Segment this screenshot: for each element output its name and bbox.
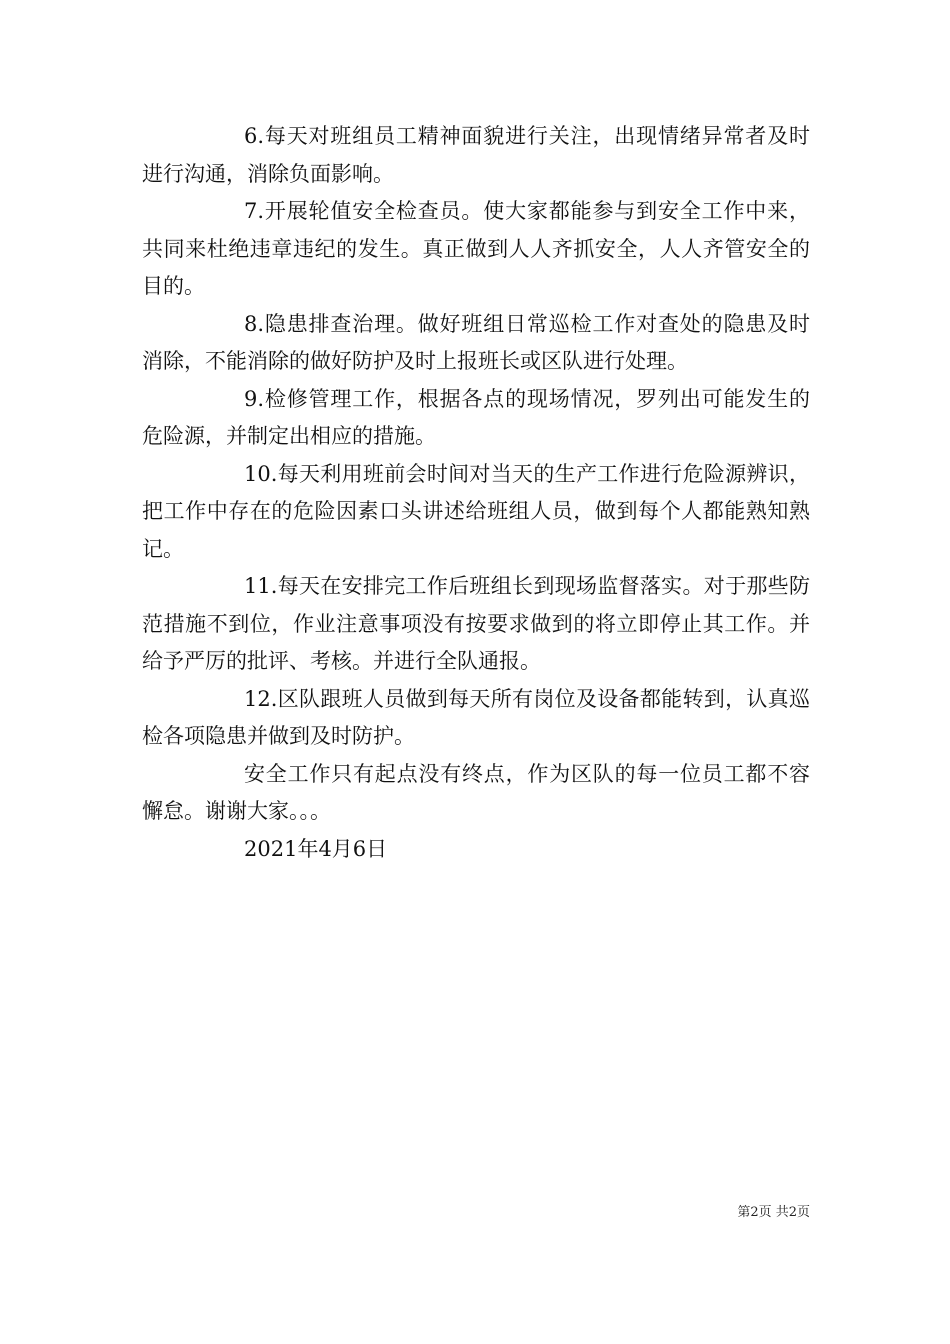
paragraph-item-12: 12.区队跟班人员做到每天所有岗位及设备都能转到，认真巡检各项隐患并做到及时防护。 xyxy=(142,686,810,748)
paragraph-item-8: 8.隐患排查治理。做好班组日常巡检工作对查处的隐患及时消除，不能消除的做好防护及时上报班长或区队进行处理。 xyxy=(142,311,810,373)
paragraph-item-6: 6.每天对班组员工精神面貌进行关注，出现情绪异常者及时进行沟通，消除负面影响。 xyxy=(142,124,810,186)
page-number-footer: 第2页 共2页 xyxy=(737,1205,810,1220)
paragraph-item-9: 9.检修管理工作，根据各点的现场情况，罗列出可能发生的危险源，并制定出相应的措施。 xyxy=(142,386,810,448)
document-body xyxy=(142,118,810,868)
document-date: 2021年4月6日 xyxy=(244,836,388,861)
paragraph-item-11: 11.每天在安排完工作后班组长到现场监督落实。对于那些防范措施不到位，作业注意事项没有按要求做到的将立即停止其工作。并给予严厉的批评、考核。并进行全队通报。 xyxy=(142,574,810,673)
paragraph-item-10: 10.每天利用班前会时间对当天的生产工作进行危险源辨识，把工作中存在的危险因素口头讲述给班组人员，做到每个人都能熟知熟记。 xyxy=(142,461,810,561)
paragraph-item-7: 7.开展轮值安全检查员。使大家都能参与到安全工作中来，共同来杜绝违章违纪的发生。真正做到人人齐抓安全，人人齐管安全的目的。 xyxy=(142,199,810,298)
closing-paragraph: 安全工作只有起点没有终点，作为区队的每一位员工都不容懈怠。谢谢大家。。。 xyxy=(142,761,810,823)
